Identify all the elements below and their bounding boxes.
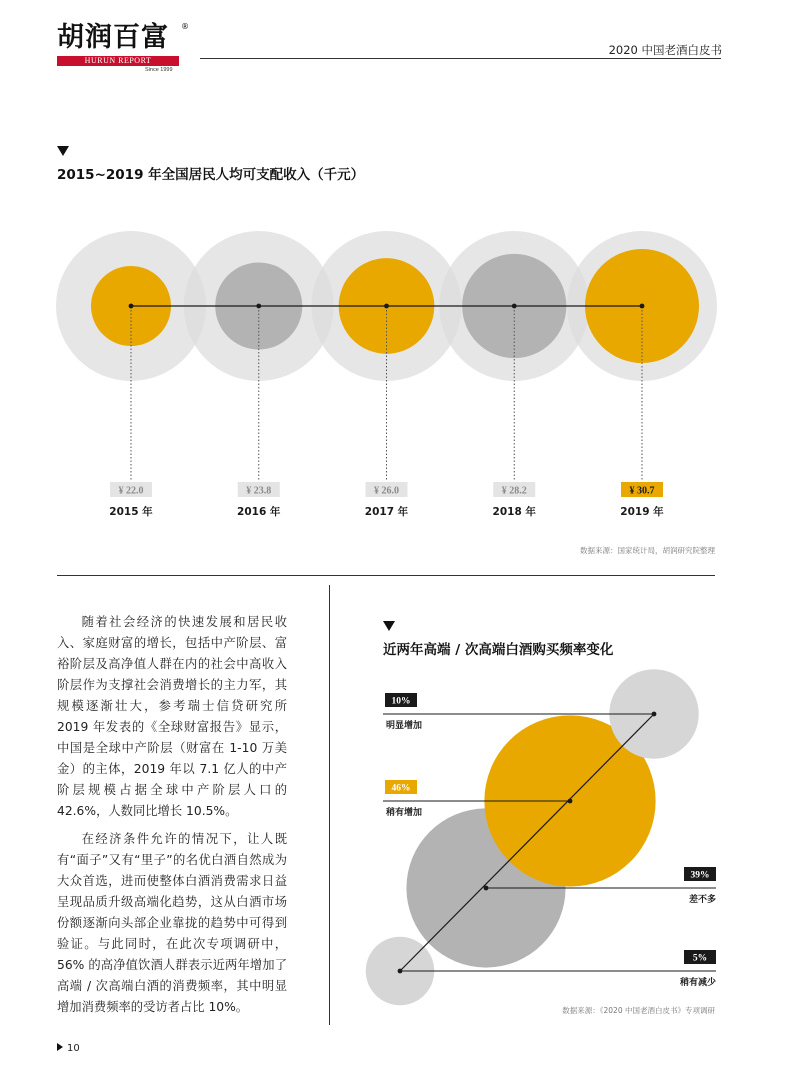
value-label: ¥ 22.0: [118, 485, 144, 497]
body-paragraph-1: 随着社会经济的快速发展和居民收入、家庭财富的增长，包括中产阶层、富裕阶层及高净值人群在内的社会中高收入阶层作为支撑社会消费增长的主力军，其规模逐渐壮大，参考瑞士信贷研究所 2019 年发表的《全球财富报告》显示，中国是全球中产阶层（财富在 1-10 万美金）的主体，2019 年以 7.1 亿人的中产阶层规模占据全球中产阶层人口的 42.6%，人数同比增长 10.5%。: [57, 615, 287, 818]
income-chart-title: 2015~2019 年全国居民人均可支配收入（千元）: [57, 167, 365, 183]
document-title: 2020 中国老酒白皮书: [608, 43, 722, 57]
logo-english-text: HURUN REPORT: [57, 56, 179, 66]
year-label: 2015 年: [109, 506, 153, 518]
year-label: 2019 年: [620, 506, 664, 518]
year-label: 2016 年: [237, 506, 281, 518]
frequency-data-source: 数据来源：《2020 中国老酒白皮书》专项调研: [562, 1006, 715, 1015]
page-number: [57, 1043, 80, 1054]
year-label: 2017 年: [364, 506, 409, 518]
page-arrow-icon: [57, 1043, 63, 1051]
value-label: ¥ 23.8: [246, 485, 272, 497]
frequency-chart-title: 近两年高端 / 次高端白酒购买频率变化: [383, 642, 614, 658]
page-number-text: 10: [67, 1043, 80, 1054]
year-label: 2018 年: [492, 506, 536, 518]
income-data-source: 数据来源：国家统计局，胡润研究院整理: [580, 546, 715, 555]
logo-chinese-text: 胡润百富: [57, 22, 169, 53]
logo-registered-mark: ®: [181, 22, 189, 31]
logo-since-text: Since 1999: [145, 67, 173, 73]
body-paragraph-2: 在经济条件允许的情况下，让人既有“面子”又有“里子”的名优白酒自然成为大众首选，进而使整体白酒消费需求日益呈现品质升级高端化趋势，这从白酒市场份额逐渐向头部企业靠拢的趋势中可得到验证。与此同时，在此次专项调研中，56% 的高净值饮酒人群表示近两年增加了高端 / 次高端白酒的消费频率，其中明显增加消费频率的受访者占比 10%。: [57, 832, 287, 1014]
percent-label: 5%: [692, 953, 708, 964]
category-label: 稍有减少: [679, 978, 716, 988]
percent-label: 46%: [391, 783, 411, 794]
category-label: 明显增加: [386, 721, 423, 731]
value-label: ¥ 26.0: [374, 485, 399, 497]
percent-label: 39%: [690, 870, 710, 881]
value-label: ¥ 28.2: [501, 485, 527, 497]
category-label: 稍有增加: [386, 808, 423, 818]
category-label: 差不多: [688, 895, 716, 905]
value-label: ¥ 30.7: [629, 485, 655, 497]
percent-label: 10%: [391, 696, 411, 707]
